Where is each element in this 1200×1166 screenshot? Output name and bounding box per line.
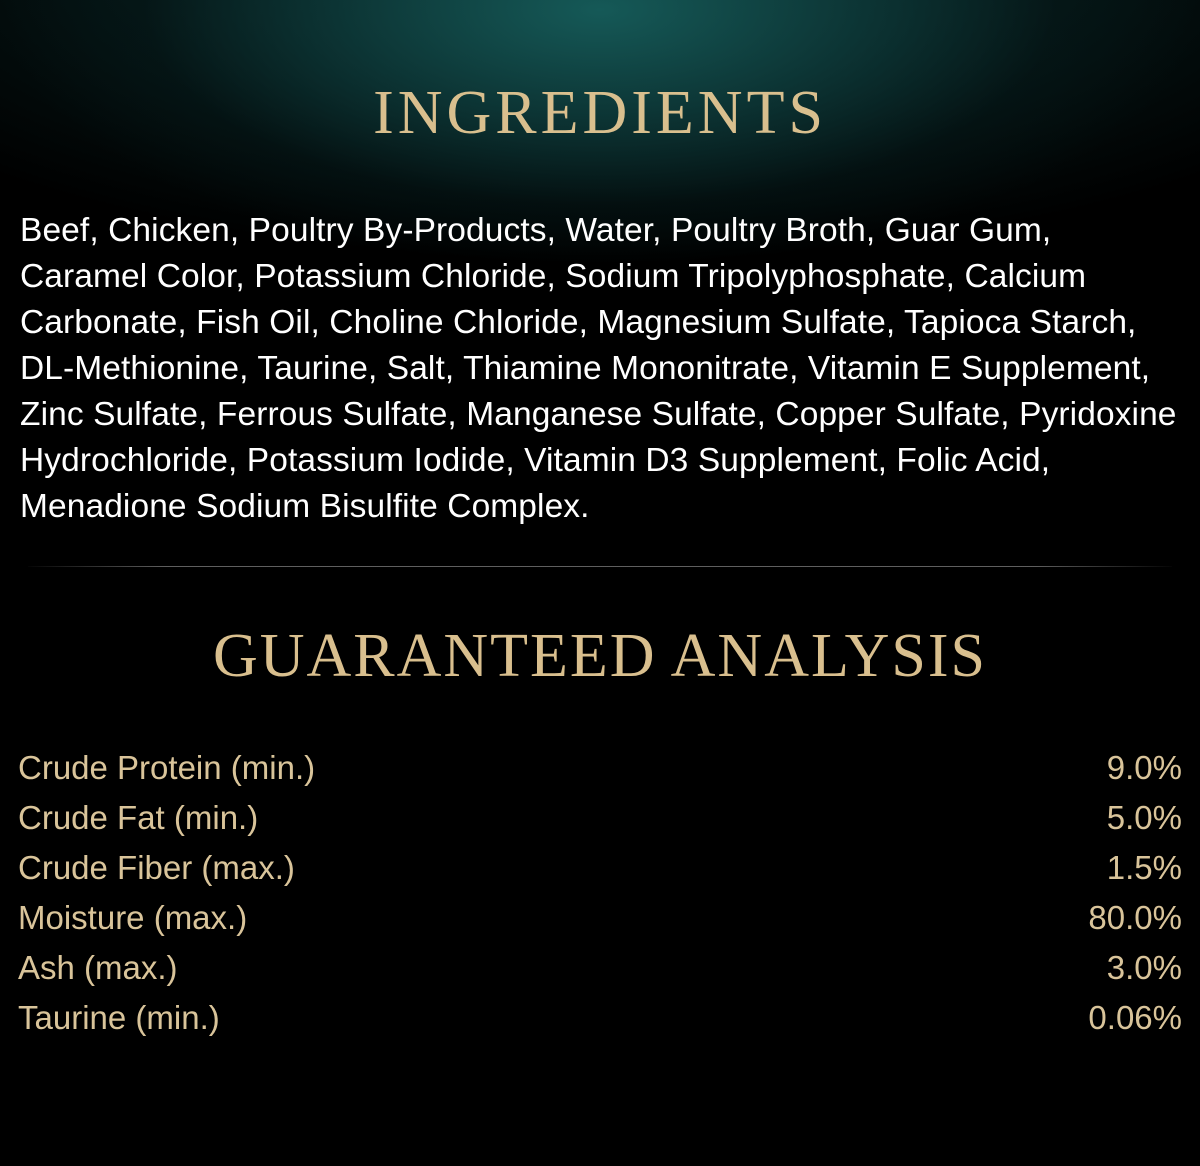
table-row <box>18 943 1182 993</box>
table-row <box>18 993 1182 1043</box>
table-row <box>18 793 1182 843</box>
guaranteed-analysis-table <box>0 687 1200 1043</box>
nutrient-label: Crude Fat (min.) <box>18 799 259 836</box>
nutrient-label: Taurine (min.) <box>18 999 220 1036</box>
table-row <box>18 843 1182 893</box>
guaranteed-analysis-heading: GUARANTEED ANALYSIS <box>212 622 988 690</box>
nutrient-label: Moisture (max.) <box>18 899 248 936</box>
table-row <box>18 743 1182 793</box>
nutrient-label: Crude Protein (min.) <box>18 749 316 786</box>
nutrient-value: 3.0% <box>1106 949 1182 986</box>
ingredients-heading: INGREDIENTS <box>373 79 827 147</box>
nutrient-value: 9.0% <box>1106 749 1182 786</box>
nutrient-value: 5.0% <box>1106 799 1182 836</box>
nutrient-value: 80.0% <box>1088 899 1182 936</box>
nutrient-value: 0.06% <box>1088 999 1182 1036</box>
table-row <box>18 893 1182 943</box>
nutrient-label: Crude Fiber (max.) <box>18 849 295 886</box>
nutrient-label: Ash (max.) <box>18 949 178 986</box>
nutrient-value: 1.5% <box>1106 849 1182 886</box>
ingredients-text: Beef, Chicken, Poultry By-Products, Water, Poultry Broth, Guar Gum, Caramel Color, Potassium Chloride, Sodium Tripolyphosphate, Calcium Carbonate, Fish Oil, Choline Chloride, Magnesium Sulfate, Tapioca Starch, DL-Methionine, Taurine, Salt, Thiamine Mononitrate, Vitamin E Supplement, Zinc Sulfate, Ferrous Sulfate, Manganese Sulfate, Copper Sulfate, Pyridoxine Hydrochloride, Potassium Iodide, Vitamin D3 Supplement, Folic Acid, Menadione Sodium Bisulfite Complex. <box>20 212 1177 525</box>
